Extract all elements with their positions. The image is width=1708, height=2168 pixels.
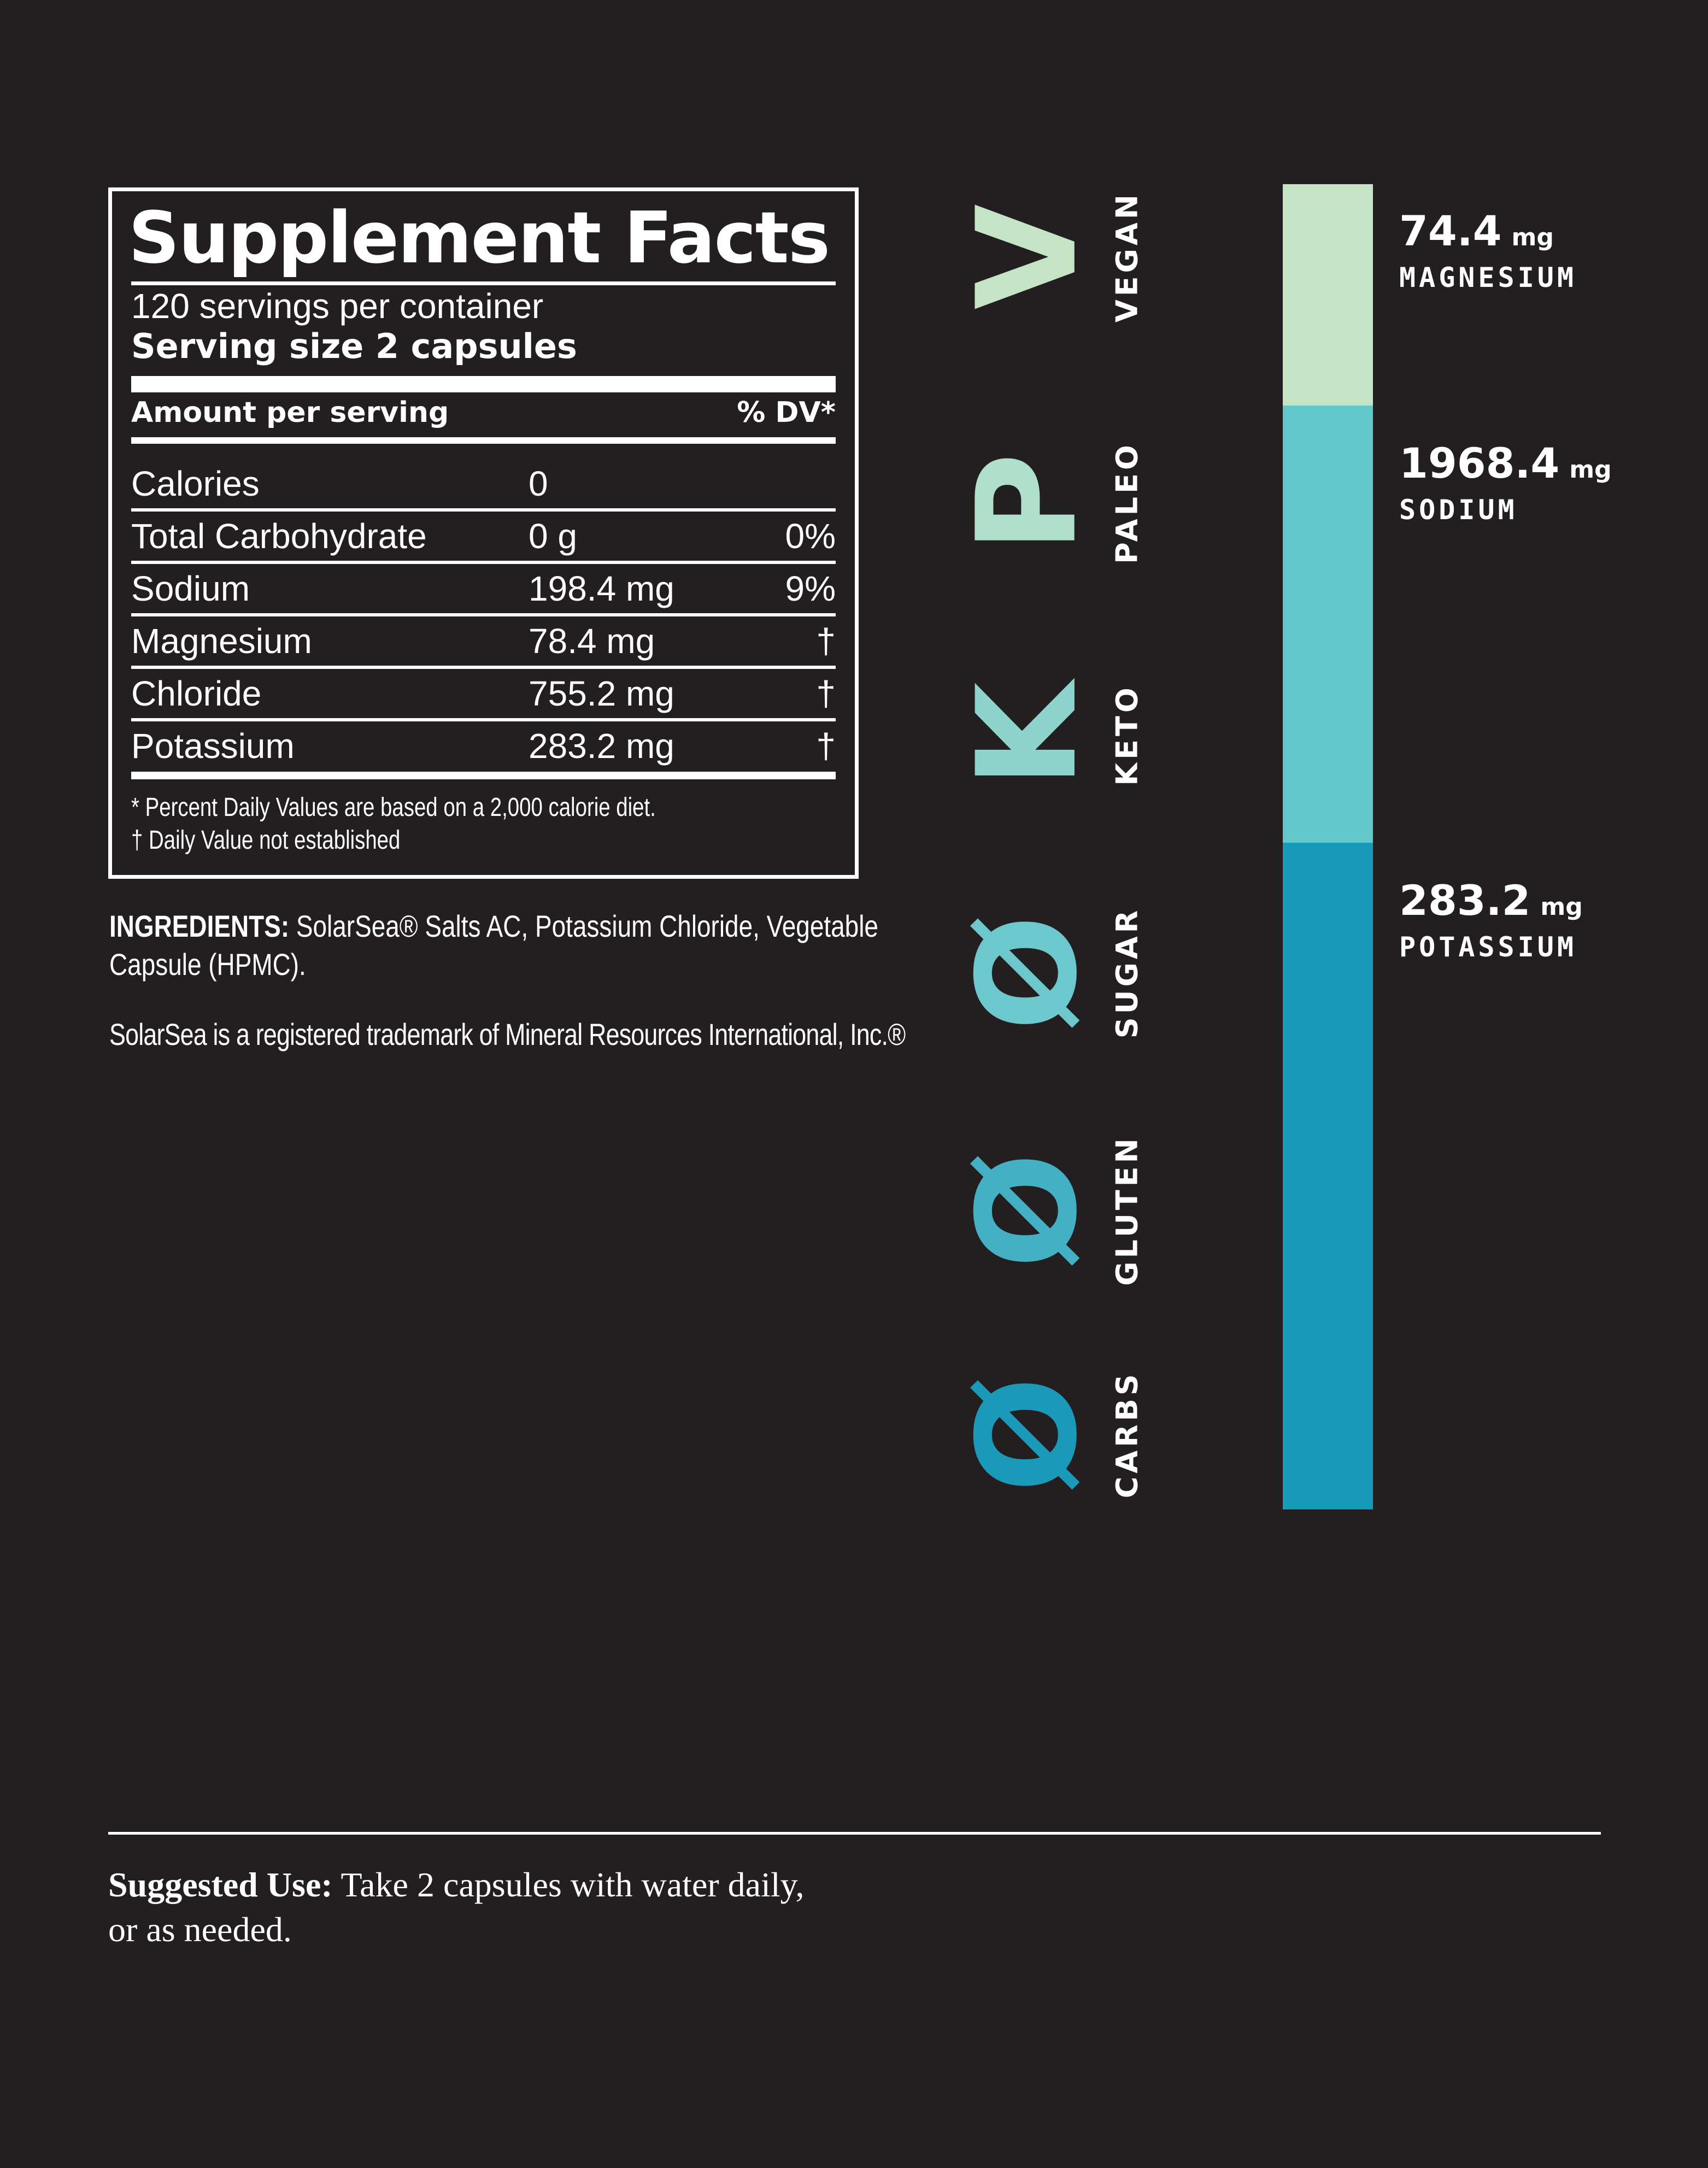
mineral-name: SODIUM xyxy=(1399,494,1518,526)
nutrient-amount: 78.4 mg xyxy=(529,621,655,661)
nutrient-name: Magnesium xyxy=(131,621,312,661)
amount-per-serving-header: Amount per serving xyxy=(131,396,449,429)
badge-vegan xyxy=(948,175,1186,339)
mineral-value: 1968.4 xyxy=(1399,439,1560,487)
serving-size: Serving size 2 capsules xyxy=(131,326,577,366)
suggested-use-label: Suggested Use: xyxy=(108,1865,333,1904)
badge-label: KETO xyxy=(1110,684,1144,786)
percent-dv-header: % DV* xyxy=(737,396,836,429)
magnesium-segment xyxy=(1283,184,1373,406)
nutrient-dv: † xyxy=(816,621,836,661)
nutrient-name: Sodium xyxy=(131,569,250,608)
keto-icon: K xyxy=(948,682,1107,788)
badge-label: VEGAN xyxy=(1110,191,1144,322)
sodium-segment xyxy=(1283,406,1373,843)
zero-icon: Ø xyxy=(948,1376,1107,1493)
nutrient-dv: 0% xyxy=(785,516,836,556)
mineral-name: MAGNESIUM xyxy=(1399,262,1577,293)
mineral-potassium xyxy=(1399,876,1583,963)
paleo-icon: P xyxy=(948,453,1107,553)
nutrient-amount: 755.2 mg xyxy=(529,674,674,713)
mineral-magnesium xyxy=(1399,207,1577,293)
nutrient-dv: 9% xyxy=(785,569,836,608)
badge-label: CARBS xyxy=(1110,1371,1144,1499)
nutrient-row xyxy=(131,669,836,721)
badge-label: SUGAR xyxy=(1110,907,1144,1039)
ingredients-label: INGREDIENTS: xyxy=(109,909,290,943)
ingredients-block xyxy=(109,907,885,984)
nutrient-amount: 0 xyxy=(529,464,548,503)
zero-icon: Ø xyxy=(948,1152,1107,1269)
mineral-unit: mg xyxy=(1540,893,1583,921)
supplement-facts-panel xyxy=(108,187,859,879)
badge-label: PALEO xyxy=(1110,442,1144,564)
nutrient-row xyxy=(131,721,836,779)
divider-medium xyxy=(131,437,836,444)
row-divider xyxy=(131,772,836,779)
nutrient-name: Calories xyxy=(131,464,260,503)
nutrient-amount: 283.2 mg xyxy=(529,726,674,766)
nutrient-row xyxy=(131,512,836,564)
trademark-notice: SolarSea is a registered trademark of Mineral Resources International, Inc.® xyxy=(109,1017,906,1051)
nutrient-amount: 0 g xyxy=(529,516,577,556)
nutrient-dv: † xyxy=(816,726,836,766)
badge-sugar-free xyxy=(948,891,1186,1055)
servings-per-container: 120 servings per container xyxy=(131,286,544,326)
section-divider xyxy=(108,1832,1601,1835)
mineral-value: 283.2 xyxy=(1399,876,1531,925)
mineral-sodium xyxy=(1399,439,1612,526)
nutrient-dv: † xyxy=(816,674,836,713)
suggested-use xyxy=(108,1863,819,1952)
nutrient-row xyxy=(131,616,836,669)
nutrient-amount: 198.4 mg xyxy=(529,569,674,608)
badge-label: GLUTEN xyxy=(1110,1135,1144,1286)
nutrient-table xyxy=(131,459,836,779)
divider-thin xyxy=(131,281,836,285)
suggested-use-text: Take 2 capsules with water daily, or as needed. xyxy=(108,1865,805,1949)
vegan-icon: V xyxy=(948,204,1107,310)
badge-keto xyxy=(948,653,1186,817)
badge-carb-free xyxy=(948,1353,1186,1517)
badge-gluten-free xyxy=(948,1129,1186,1292)
badge-paleo xyxy=(948,421,1186,585)
mineral-value: 74.4 xyxy=(1399,207,1502,255)
nutrient-name: Chloride xyxy=(131,674,262,713)
zero-icon: Ø xyxy=(948,914,1107,1031)
mineral-bar xyxy=(1283,184,1373,1509)
nutrient-name: Potassium xyxy=(131,726,295,766)
nutrient-name: Total Carbohydrate xyxy=(131,516,427,556)
divider-thick xyxy=(131,376,836,392)
nutrient-row xyxy=(131,564,836,616)
mineral-unit: mg xyxy=(1511,224,1554,251)
nutrient-row xyxy=(131,459,836,512)
ingredients-text: SolarSea® Salts AC, Potassium Chloride, Vegetable Capsule (HPMC). xyxy=(109,909,878,982)
footnote-daily-values: * Percent Daily Values are based on a 2,000 calorie diet. xyxy=(131,793,656,822)
mineral-unit: mg xyxy=(1569,456,1612,484)
potassium-segment xyxy=(1283,843,1373,1509)
facts-title: Supplement Facts xyxy=(128,196,830,279)
footnote-not-established: † Daily Value not established xyxy=(131,826,401,855)
mineral-name: POTASSIUM xyxy=(1399,931,1577,963)
